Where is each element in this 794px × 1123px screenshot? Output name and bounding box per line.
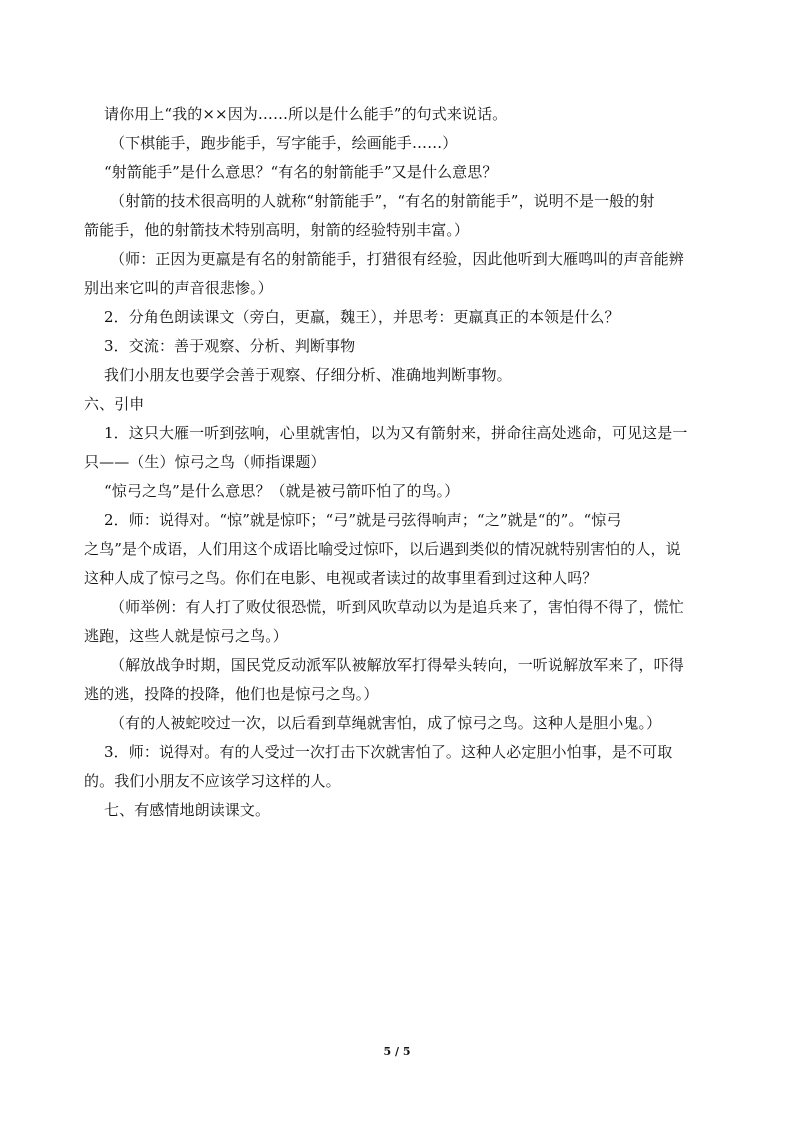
paragraph-line: 只——（生）惊弓之鸟（师指课题） [84,453,326,471]
paragraph-line: 3．师：说得对。有的人受过一次打击下次就害怕了。这种人必定胆小怕事，是不可取 [104,743,673,761]
paragraph-line: （解放战争时期，国民党反动派军队被解放军打得晕头转向，一听说解放军来了，吓得 [110,656,684,674]
paragraph-line: 之鸟”是个成语，人们用这个成语比喻受过惊吓，以后遇到类似的情况就特别害怕的人，说 [84,540,681,558]
paragraph-line: 这种人成了惊弓之鸟。你们在电影、电视或者读过的故事里看到过这种人吗？ [84,569,598,587]
paragraph-line: （射箭的技术很高明的人就称“射箭能手”，“有名的射箭能手”，说明不是一般的射 [110,192,655,210]
paragraph-line: 别出来它叫的声音很悲惨。） [84,279,273,297]
paragraph-line: 2．师：说得对。“惊”就是惊吓；“弓”就是弓弦得响声；“之”就是“的”。“惊弓 [104,511,622,529]
paragraph-line: 2．分角色朗读课文（旁白，更羸，魏王），并思考：更羸真正的本领是什么？ [104,308,620,326]
document-body [84,100,724,825]
section-heading: 七、有感情地朗读课文。 [104,801,271,819]
section-heading: 六、引申 [84,395,145,413]
paragraph-line: 我们小朋友也要学会善于观察、仔细分析、准确地判断事物。 [104,366,512,384]
paragraph-line: （师举例：有人打了败仗很恐慌，听到风吹草动以为是追兵来了，害怕得不得了，慌忙 [110,598,684,616]
paragraph-line: 逃的逃，投降的投降，他们也是惊弓之鸟。） [84,685,379,703]
paragraph-line: 的。我们小朋友不应该学习这样的人。 [84,772,341,790]
paragraph-line: （师：正因为更羸是有名的射箭能手，打猎很有经验，因此他听到大雁鸣叫的声音能辨 [110,250,684,268]
page-number: 5 / 5 [383,1045,411,1058]
paragraph-line: 1．这只大雁一听到弦响，心里就害怕，以为又有箭射来，拼命往高处逃命，可见这是一 [104,424,688,442]
paragraph-line: “射箭能手”是什么意思？“有名的射箭能手”又是什么意思？ [104,163,498,181]
paragraph-line: 3．交流：善于观察、分析、判断事物 [104,337,356,355]
paragraph-line: 逃跑，这些人就是惊弓之鸟。） [84,627,288,645]
paragraph-line: “惊弓之鸟”是什么意思？（就是被弓箭吓怕了的鸟。） [104,482,460,500]
paragraph-line: 请你用上“我的××因为……所以是什么能手”的句式来说话。 [104,105,508,123]
paragraph-line: 箭能手，他的射箭技术特别高明，射箭的经验特别丰富。） [84,221,470,239]
paragraph-line: （有的人被蛇咬过一次，以后看到草绳就害怕，成了惊弓之鸟。这种人是胆小鬼。） [110,714,662,732]
paragraph-line: （下棋能手，跑步能手，写字能手，绘画能手……） [110,134,458,152]
